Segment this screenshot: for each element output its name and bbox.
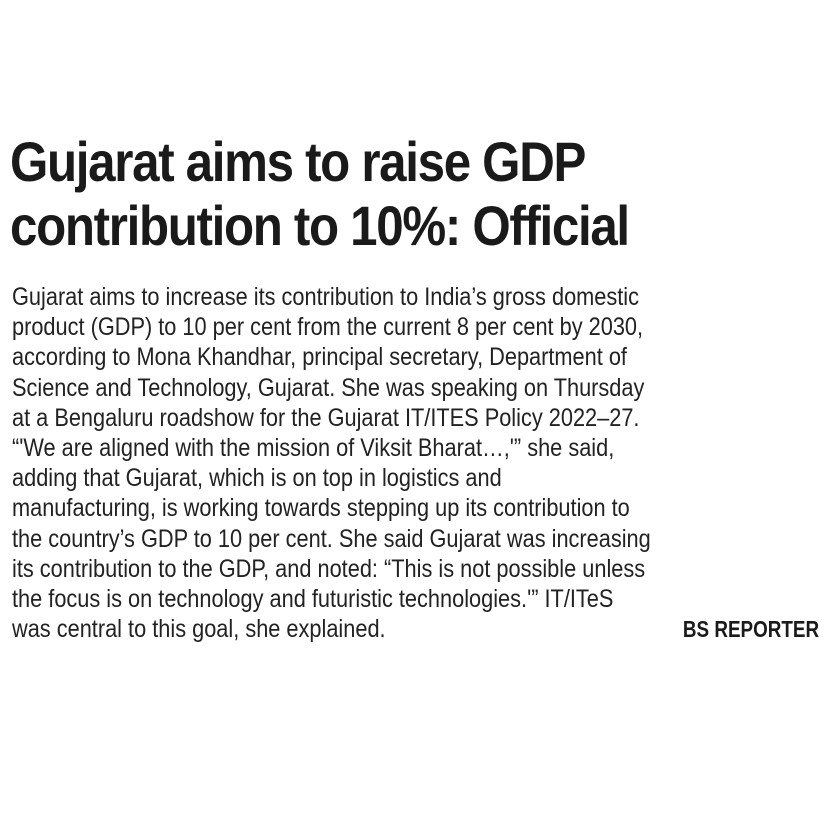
body-line: was central to this goal, she explained. (12, 615, 386, 644)
body-line: manufacturing, is working towards stepping up its contribution to (12, 494, 630, 523)
headline (10, 130, 732, 258)
body-line: Science and Technology, Gujarat. She was speaking on Thursday (12, 373, 645, 402)
headline-line: Gujarat aims to raise GDP (10, 130, 586, 193)
body-line: according to Mona Khandhar, principal secretary, Department of (12, 343, 627, 372)
final-line-row (12, 614, 827, 644)
body-line: the country’s GDP to 10 per cent. She said Gujarat was increasing (12, 524, 651, 553)
body-line: “'We are aligned with the mission of Viksit Bharat…,'” she said, (12, 434, 615, 463)
article-body (12, 282, 827, 644)
body-line: its contribution to the GDP, and noted: “This is not possible unless (12, 554, 646, 583)
headline-line: contribution to 10%: Official (10, 194, 629, 257)
byline: BS REPORTER (682, 616, 819, 643)
body-line: adding that Gujarat, which is on top in logistics and (12, 464, 502, 493)
body-line: Gujarat aims to increase its contribution to India’s gross domestic (12, 283, 640, 311)
body-line: the focus is on technology and futuristic technologies.'” IT/ITeS (12, 585, 614, 614)
body-line: at a Bengaluru roadshow for the Gujarat IT/ITES Policy 2022–27. (12, 403, 640, 432)
body-line: product (GDP) to 10 per cent from the current 8 per cent by 2030, (12, 313, 644, 342)
